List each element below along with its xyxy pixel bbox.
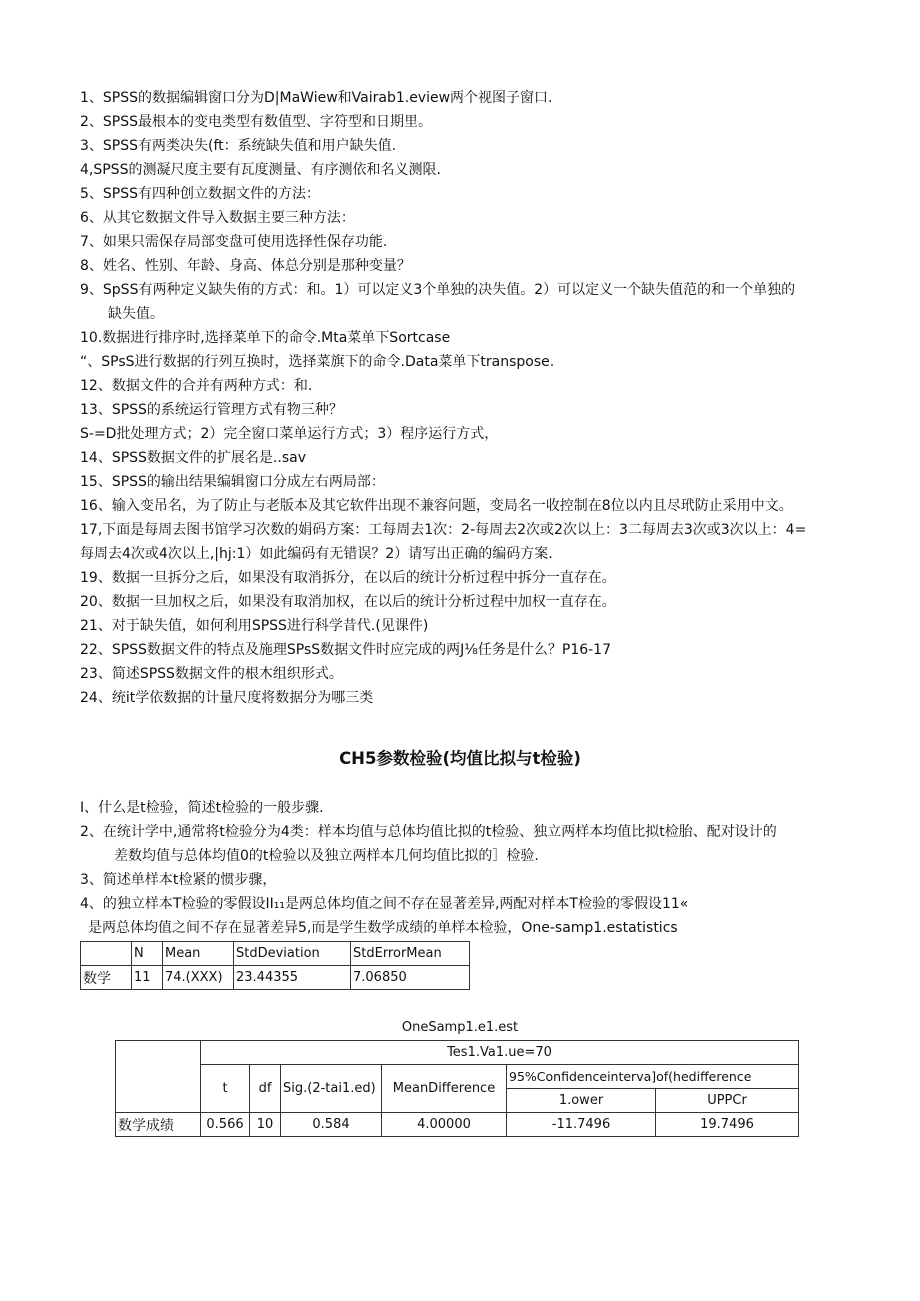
table-header-row (116, 1065, 799, 1089)
table-header-cell: Sig.(2-tai1.ed) (281, 1065, 382, 1113)
question-item: 5、SPSS有四种创立数据文件的方法： (80, 186, 321, 202)
question-item: 15、SPSS的输出结果编辑窗口分成左右两局部： (80, 474, 385, 490)
question-list (80, 86, 870, 710)
table-corner-cell (116, 1041, 201, 1113)
one-sample-test-title: OneSamp1.e1.est (401, 1020, 519, 1035)
question-item-continued: 是两总体均值之间不存在显著差异5,而是学生数学成绩的单样本检验，One-samp1.estatistics (88, 920, 678, 936)
question-item: 7、如果只需保存局部变盘可使用选择性保存功能. (80, 234, 388, 250)
test-value-cell: Tes1.Va1.ue=70 (201, 1041, 799, 1065)
table-header-cell: 1.ower (507, 1089, 656, 1113)
table-cell: -11.7496 (507, 1113, 656, 1137)
table-header-row (116, 1041, 799, 1065)
question-item: 3、SPSS有两类决失(ft：系统缺失值和用户缺失值. (80, 138, 397, 154)
question-item: I、什么是t检验，简述t检验的一般步骤. (80, 800, 324, 816)
table-cell: 19.7496 (656, 1113, 799, 1137)
question-item: 3、简述单样本t检紧的惯步骤， (80, 872, 277, 888)
table-header-cell: df (250, 1065, 281, 1113)
question-item: 2、在统计学中,通常将t检验分为4类：样本均值与总体均值比拟的t检验、独立两样本均值比拟t检胎、配对设计的 (80, 824, 777, 840)
question-item: 16、输入变吊名，为了防止与老版本及其它软件出现不兼容问题，变局名一收控制在8位以内且尽玳防止采用中文。 (80, 498, 793, 514)
question-item: 2、SPSS最根本的变电类型有数值型、字符型和日期里。 (80, 114, 433, 130)
question-item: 13、SPSS的系统运行管理方式有物三种？ (80, 402, 343, 418)
question-item: 4,SPSS的测凝尺度主要有瓦度测量、有序测依和名义测限. (80, 162, 441, 178)
table-cell: 10 (250, 1113, 281, 1137)
question-item: “、SPsS进行数据的行列互换时，选择菜旗下的命令.Data菜单下transpose. (80, 354, 555, 370)
table-header-cell: UPPCr (656, 1089, 799, 1113)
table-cell: 23.44355 (234, 966, 351, 990)
question-item: 10.数据进行排序时,选择菜单下的命令.Mta菜单下Sortcase (80, 330, 451, 346)
question-item: 6、从其它数据文件导入数据主要三种方法： (80, 210, 355, 226)
table-header-row (81, 942, 470, 966)
table-header-cell: N (132, 942, 163, 966)
question-item: 14、SPSS数据文件的扩展名是..sav (80, 450, 306, 466)
question-item: 19、数据一旦拆分之后，如果没有取消拆分，在以后的统计分析过程中拆分一直存在。 (80, 570, 616, 586)
table-cell: 数学 (81, 966, 132, 990)
table-header-cell: StdDeviation (234, 942, 351, 966)
table-row (81, 966, 470, 990)
question-item: 22、SPSS数据文件的特点及施理SPsS数据文件时应完成的两J⅛任务是什么？P16-17 (80, 642, 612, 658)
table-cell: 74.(XXX) (163, 966, 234, 990)
question-item: 9、SpSS有两种定义缺失侑的方式：和。1）可以定义3个单独的决失值。2）可以定义一个缺失值范的和一个单独的 (80, 282, 796, 298)
question-item: 21、对于缺失值，如何利用SPSS进行科学昔代.(见课件) (80, 618, 429, 634)
one-sample-statistics-table (80, 941, 470, 990)
table-header-cell: 95%Confidenceinterva]of(hedifference (507, 1065, 799, 1089)
one-sample-test-table (115, 1040, 799, 1137)
table-cell: 数学成绩 (116, 1113, 201, 1137)
table-cell: 4.00000 (382, 1113, 507, 1137)
question-item: 23、简述SPSS数据文件的根木组织形式。 (80, 666, 343, 682)
question-item: 1、SPSS的数据编辑窗口分为D|MaWiew和Vairab1.eview两个视图子窗口. (80, 90, 553, 106)
question-list-2 (80, 796, 870, 940)
table-cell: 7.06850 (351, 966, 470, 990)
question-item: 17,下面是每周去图书馆学习次数的娟码方案：工每周去1次：2-每周去2次或2次以上：3二每周去3次或3次以上：4= (80, 522, 807, 538)
question-item: 12、数据文件的合并有两种方式：和. (80, 378, 313, 394)
table-row (116, 1113, 799, 1137)
table-header-cell: MeanDifference (382, 1065, 507, 1113)
question-item: S-=D批处理方式；2）完全窗口菜单运行方式；3）程序运行方式， (80, 426, 499, 442)
question-item-continued: 差数均值与总体均值0的t检验以及独立两样本几何均值比拟的］检验. (114, 848, 539, 864)
question-item: 20、数据一旦加权之后，如果没有取消加权，在以后的统计分析过程中加权一直存在。 (80, 594, 616, 610)
section-heading: CH5参数检验(均值比拟与t检验) (339, 749, 581, 768)
table-header-cell: StdErrorMean (351, 942, 470, 966)
table-header-cell (81, 942, 132, 966)
question-item: 4、的独立样本T检验的零假设II₁₁是两总体均值之间不存在显著差异,两配对样本T检验的零假设11« (80, 896, 689, 912)
table-header-cell: t (201, 1065, 250, 1113)
question-item-continued: 缺失值。 (108, 306, 164, 322)
question-item-continued: 每周去4次或4次以上,|hj:1）如此编码有无错误？2）请写出正确的编码方案. (80, 546, 553, 562)
table-cell: 0.566 (201, 1113, 250, 1137)
table-cell: 11 (132, 966, 163, 990)
table-header-cell: Mean (163, 942, 234, 966)
table-cell: 0.584 (281, 1113, 382, 1137)
question-item: 24、统it学依数据的计量尺度将数据分为哪三类 (80, 690, 374, 706)
question-item: 8、姓名、性别、年龄、身高、体总分别是那种变量？ (80, 258, 411, 274)
